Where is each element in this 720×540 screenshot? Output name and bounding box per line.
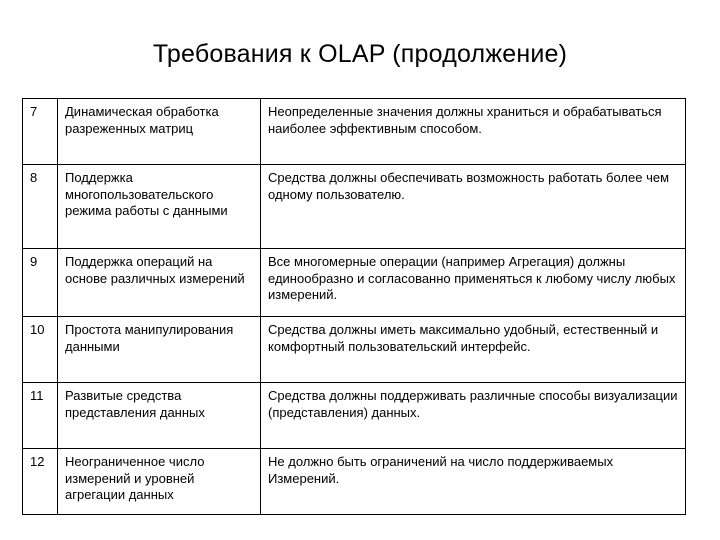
requirement-description: Не должно быть ограничений на число поддерживаемых Измерений.	[261, 449, 686, 515]
requirement-name: Простота манипулирования данными	[58, 317, 261, 383]
table-row	[23, 383, 686, 449]
requirements-table	[22, 98, 686, 515]
row-number: 9	[23, 249, 58, 317]
row-number: 11	[23, 383, 58, 449]
requirement-name: Неограниченное число измерений и уровней агрегации данных	[58, 449, 261, 515]
requirement-name: Поддержка многопользовательского режима работы с данными	[58, 165, 261, 249]
requirement-description: Средства должны поддерживать различные способы визуализации (представления) данных.	[261, 383, 686, 449]
requirement-name: Динамическая обработка разреженных матриц	[58, 99, 261, 165]
requirement-description: Все многомерные операции (например Агрегация) должны единообразно и согласованно применяться к любому числу любых измерений.	[261, 249, 686, 317]
table-row	[23, 99, 686, 165]
page-title: Требования к OLAP (продолжение)	[152, 40, 568, 68]
table-row	[23, 165, 686, 249]
requirement-description: Средства должны иметь максимально удобный, естественный и комфортный пользовательский интерфейс.	[261, 317, 686, 383]
table-row	[23, 317, 686, 383]
row-number: 10	[23, 317, 58, 383]
table-row	[23, 249, 686, 317]
requirement-name: Развитые средства представления данных	[58, 383, 261, 449]
requirement-name: Поддержка операций на основе различных измерений	[58, 249, 261, 317]
requirement-description: Неопределенные значения должны храниться и обрабатываться наиболее эффективным способом.	[261, 99, 686, 165]
row-number: 8	[23, 165, 58, 249]
requirement-description: Средства должны обеспечивать возможность работать более чем одному пользователю.	[261, 165, 686, 249]
row-number: 7	[23, 99, 58, 165]
row-number: 12	[23, 449, 58, 515]
table-row	[23, 449, 686, 515]
